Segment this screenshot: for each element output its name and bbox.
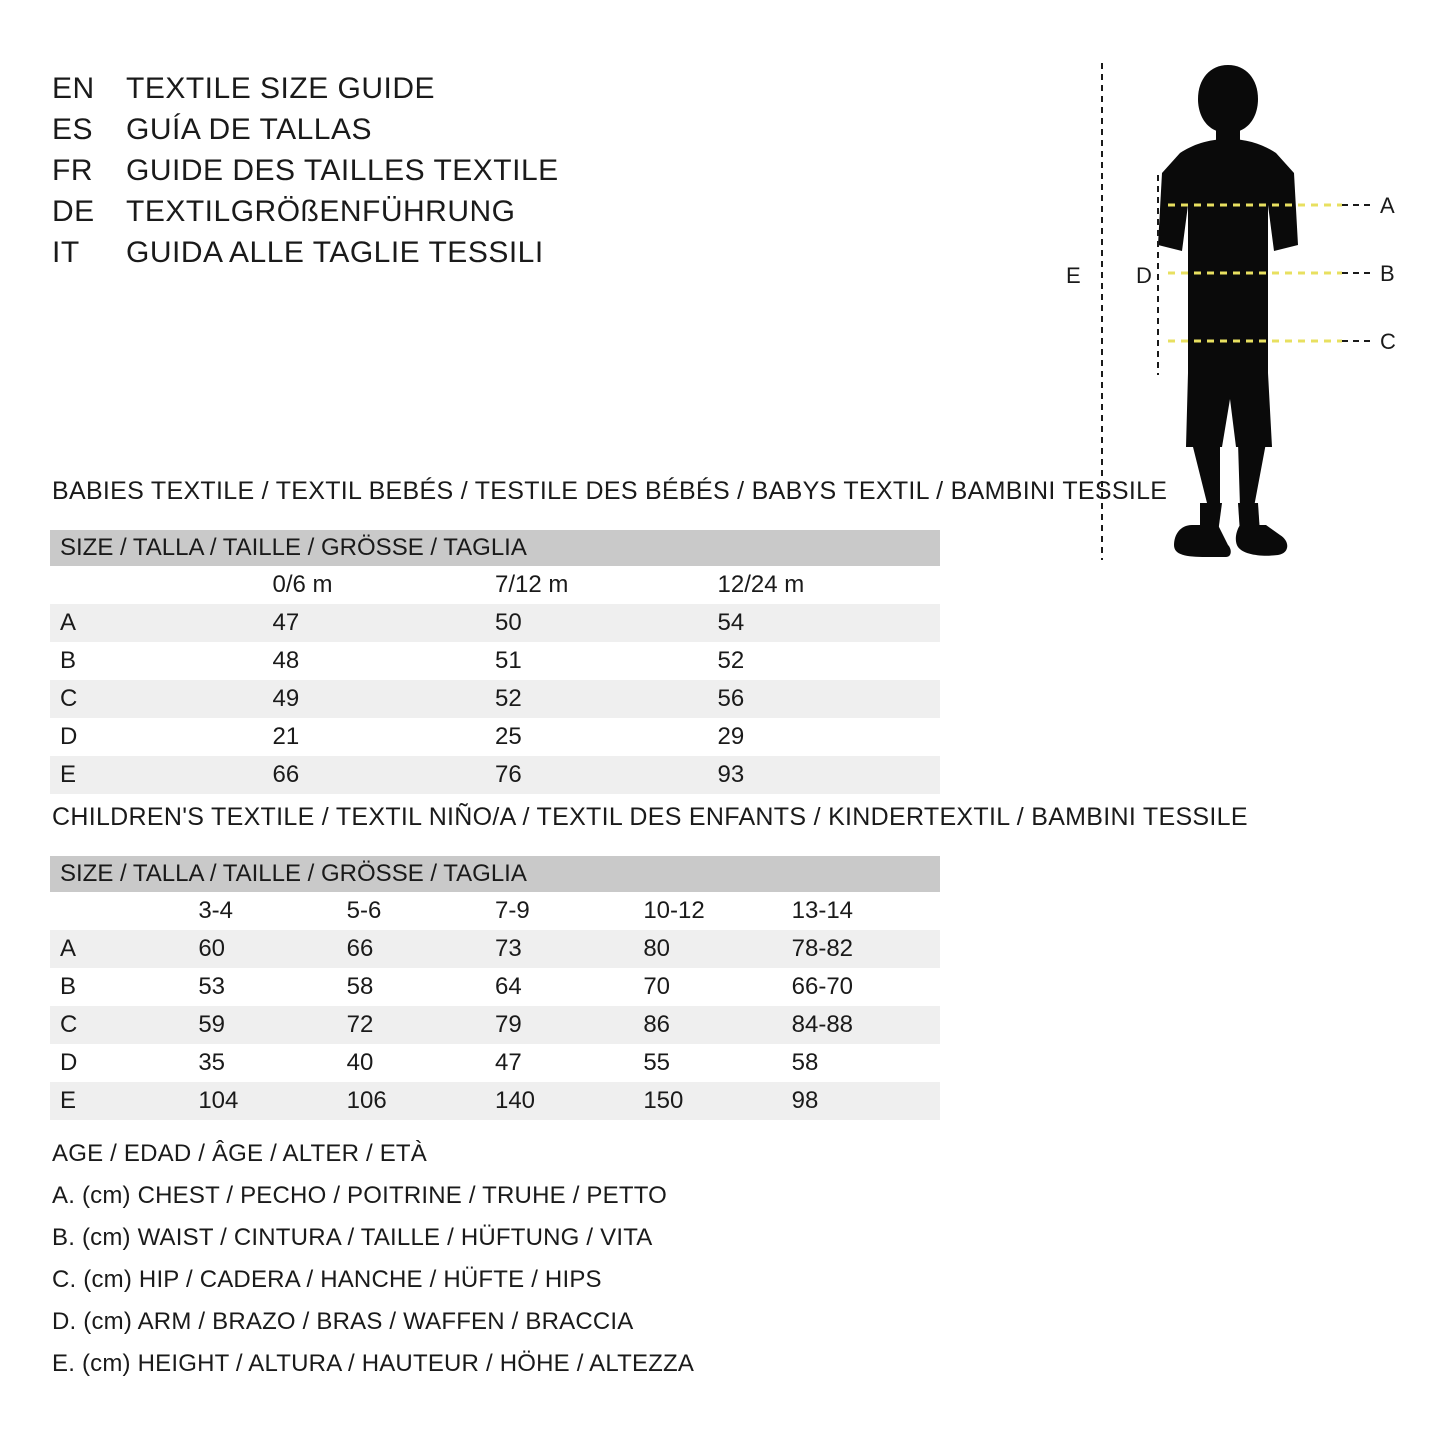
title-row bbox=[52, 113, 812, 147]
cell-value: 60 bbox=[198, 930, 346, 968]
title-row bbox=[52, 236, 812, 270]
cell-value: 84-88 bbox=[792, 1006, 940, 1044]
babies-size-2: 12/24 m bbox=[718, 566, 941, 604]
table-row bbox=[50, 642, 940, 680]
cell-value: 52 bbox=[495, 680, 718, 718]
cell-value: 66-70 bbox=[792, 968, 940, 1006]
babies-section-heading: BABIES TEXTILE / TEXTIL BEBÉS / TESTILE DES BÉBÉS / BABYS TEXTIL / BAMBINI TESSILE bbox=[52, 477, 1168, 505]
row-label: B bbox=[50, 642, 273, 680]
marker-label-d: D bbox=[1136, 263, 1152, 288]
cell-value: 66 bbox=[347, 930, 495, 968]
cell-value: 93 bbox=[718, 756, 941, 794]
table-row bbox=[50, 718, 940, 756]
title-row bbox=[52, 154, 812, 188]
children-size-table bbox=[50, 856, 940, 1120]
cell-value: 25 bbox=[495, 718, 718, 756]
row-label: E bbox=[50, 1082, 198, 1120]
table-row bbox=[50, 968, 940, 1006]
children-size-2: 7-9 bbox=[495, 892, 643, 930]
table-row bbox=[50, 756, 940, 794]
cell-value: 106 bbox=[347, 1082, 495, 1120]
marker-label-e: E bbox=[1066, 263, 1081, 288]
empty-corner bbox=[50, 566, 273, 604]
cell-value: 86 bbox=[643, 1006, 791, 1044]
babies-size-table bbox=[50, 530, 940, 794]
cell-value: 73 bbox=[495, 930, 643, 968]
cell-value: 56 bbox=[718, 680, 941, 718]
children-size-4: 13-14 bbox=[792, 892, 940, 930]
title-lang-fr: FR bbox=[52, 154, 93, 187]
cell-value: 78-82 bbox=[792, 930, 940, 968]
babies-sizes-row bbox=[50, 566, 940, 604]
cell-value: 29 bbox=[718, 718, 941, 756]
children-size-1: 5-6 bbox=[347, 892, 495, 930]
cell-value: 54 bbox=[718, 604, 941, 642]
children-size-3: 10-12 bbox=[643, 892, 791, 930]
row-label: A bbox=[50, 604, 273, 642]
cell-value: 58 bbox=[792, 1044, 940, 1082]
cell-value: 47 bbox=[495, 1044, 643, 1082]
cell-value: 72 bbox=[347, 1006, 495, 1044]
cell-value: 70 bbox=[643, 968, 791, 1006]
cell-value: 58 bbox=[347, 968, 495, 1006]
marker-label-b: B bbox=[1380, 261, 1395, 286]
children-size-header: SIZE / TALLA / TAILLE / GRÖSSE / TAGLIA bbox=[50, 856, 940, 892]
children-size-0: 3-4 bbox=[198, 892, 346, 930]
measurement-legend bbox=[52, 1140, 694, 1392]
row-label: B bbox=[50, 968, 198, 1006]
babies-size-1: 7/12 m bbox=[495, 566, 718, 604]
cell-value: 104 bbox=[198, 1082, 346, 1120]
cell-value: 21 bbox=[273, 718, 496, 756]
cell-value: 64 bbox=[495, 968, 643, 1006]
title-lang-en: EN bbox=[52, 72, 95, 105]
legend-line-e: E. (cm) HEIGHT / ALTURA / HAUTEUR / HÖHE / ALTEZZA bbox=[52, 1350, 695, 1377]
title-text-es: GUÍA DE TALLAS bbox=[126, 113, 372, 146]
cell-value: 51 bbox=[495, 642, 718, 680]
row-label: D bbox=[50, 1044, 198, 1082]
legend-line-d: D. (cm) ARM / BRAZO / BRAS / WAFFEN / BRACCIA bbox=[52, 1308, 634, 1335]
cell-value: 48 bbox=[273, 642, 496, 680]
cell-value: 98 bbox=[792, 1082, 940, 1120]
cell-value: 52 bbox=[718, 642, 941, 680]
cell-value: 49 bbox=[273, 680, 496, 718]
table-row bbox=[50, 930, 940, 968]
silhouette-icon bbox=[1158, 65, 1298, 557]
cell-value: 53 bbox=[198, 968, 346, 1006]
cell-value: 140 bbox=[495, 1082, 643, 1120]
legend-line-a: A. (cm) CHEST / PECHO / POITRINE / TRUHE / PETTO bbox=[52, 1182, 668, 1209]
empty-corner bbox=[50, 892, 198, 930]
children-section-heading: CHILDREN'S TEXTILE / TEXTIL NIÑO/A / TEXTIL DES ENFANTS / KINDERTEXTIL / BAMBINI TESSILE bbox=[52, 803, 1248, 831]
title-lang-es: ES bbox=[52, 113, 94, 146]
title-lang-it: IT bbox=[52, 236, 80, 269]
table-row bbox=[50, 680, 940, 718]
babies-size-0: 0/6 m bbox=[273, 566, 496, 604]
children-sizes-row bbox=[50, 892, 940, 930]
title-row bbox=[52, 195, 812, 229]
babies-size-header: SIZE / TALLA / TAILLE / GRÖSSE / TAGLIA bbox=[50, 530, 940, 566]
title-text-fr: GUIDE DES TAILLES TEXTILE bbox=[126, 154, 559, 187]
cell-value: 55 bbox=[643, 1044, 791, 1082]
table-row bbox=[50, 1082, 940, 1120]
table-header-band bbox=[50, 530, 940, 566]
title-text-de: TEXTILGRÖßENFÜHRUNG bbox=[126, 195, 516, 228]
legend-line-b: B. (cm) WAIST / CINTURA / TAILLE / HÜFTUNG / VITA bbox=[52, 1224, 653, 1251]
row-label: A bbox=[50, 930, 198, 968]
table-header-band bbox=[50, 856, 940, 892]
legend-line-age: AGE / EDAD / ÂGE / ALTER / ETÀ bbox=[52, 1140, 427, 1167]
row-label: E bbox=[50, 756, 273, 794]
marker-label-a: A bbox=[1380, 193, 1395, 218]
cell-value: 40 bbox=[347, 1044, 495, 1082]
cell-value: 80 bbox=[643, 930, 791, 968]
row-label: C bbox=[50, 680, 273, 718]
legend-line-c: C. (cm) HIP / CADERA / HANCHE / HÜFTE / HIPS bbox=[52, 1266, 602, 1293]
title-lang-de: DE bbox=[52, 195, 95, 228]
row-label: C bbox=[50, 1006, 198, 1044]
cell-value: 66 bbox=[273, 756, 496, 794]
cell-value: 35 bbox=[198, 1044, 346, 1082]
cell-value: 59 bbox=[198, 1006, 346, 1044]
cell-value: 79 bbox=[495, 1006, 643, 1044]
cell-value: 47 bbox=[273, 604, 496, 642]
table-row bbox=[50, 604, 940, 642]
table-row bbox=[50, 1006, 940, 1044]
cell-value: 150 bbox=[643, 1082, 791, 1120]
marker-label-c: C bbox=[1380, 329, 1396, 354]
cell-value: 76 bbox=[495, 756, 718, 794]
title-text-it: GUIDA ALLE TAGLIE TESSILI bbox=[126, 236, 544, 269]
row-label: D bbox=[50, 718, 273, 756]
language-titles bbox=[52, 72, 812, 277]
cell-value: 50 bbox=[495, 604, 718, 642]
title-row bbox=[52, 72, 812, 106]
table-row bbox=[50, 1044, 940, 1082]
title-text-en: TEXTILE SIZE GUIDE bbox=[126, 72, 436, 105]
